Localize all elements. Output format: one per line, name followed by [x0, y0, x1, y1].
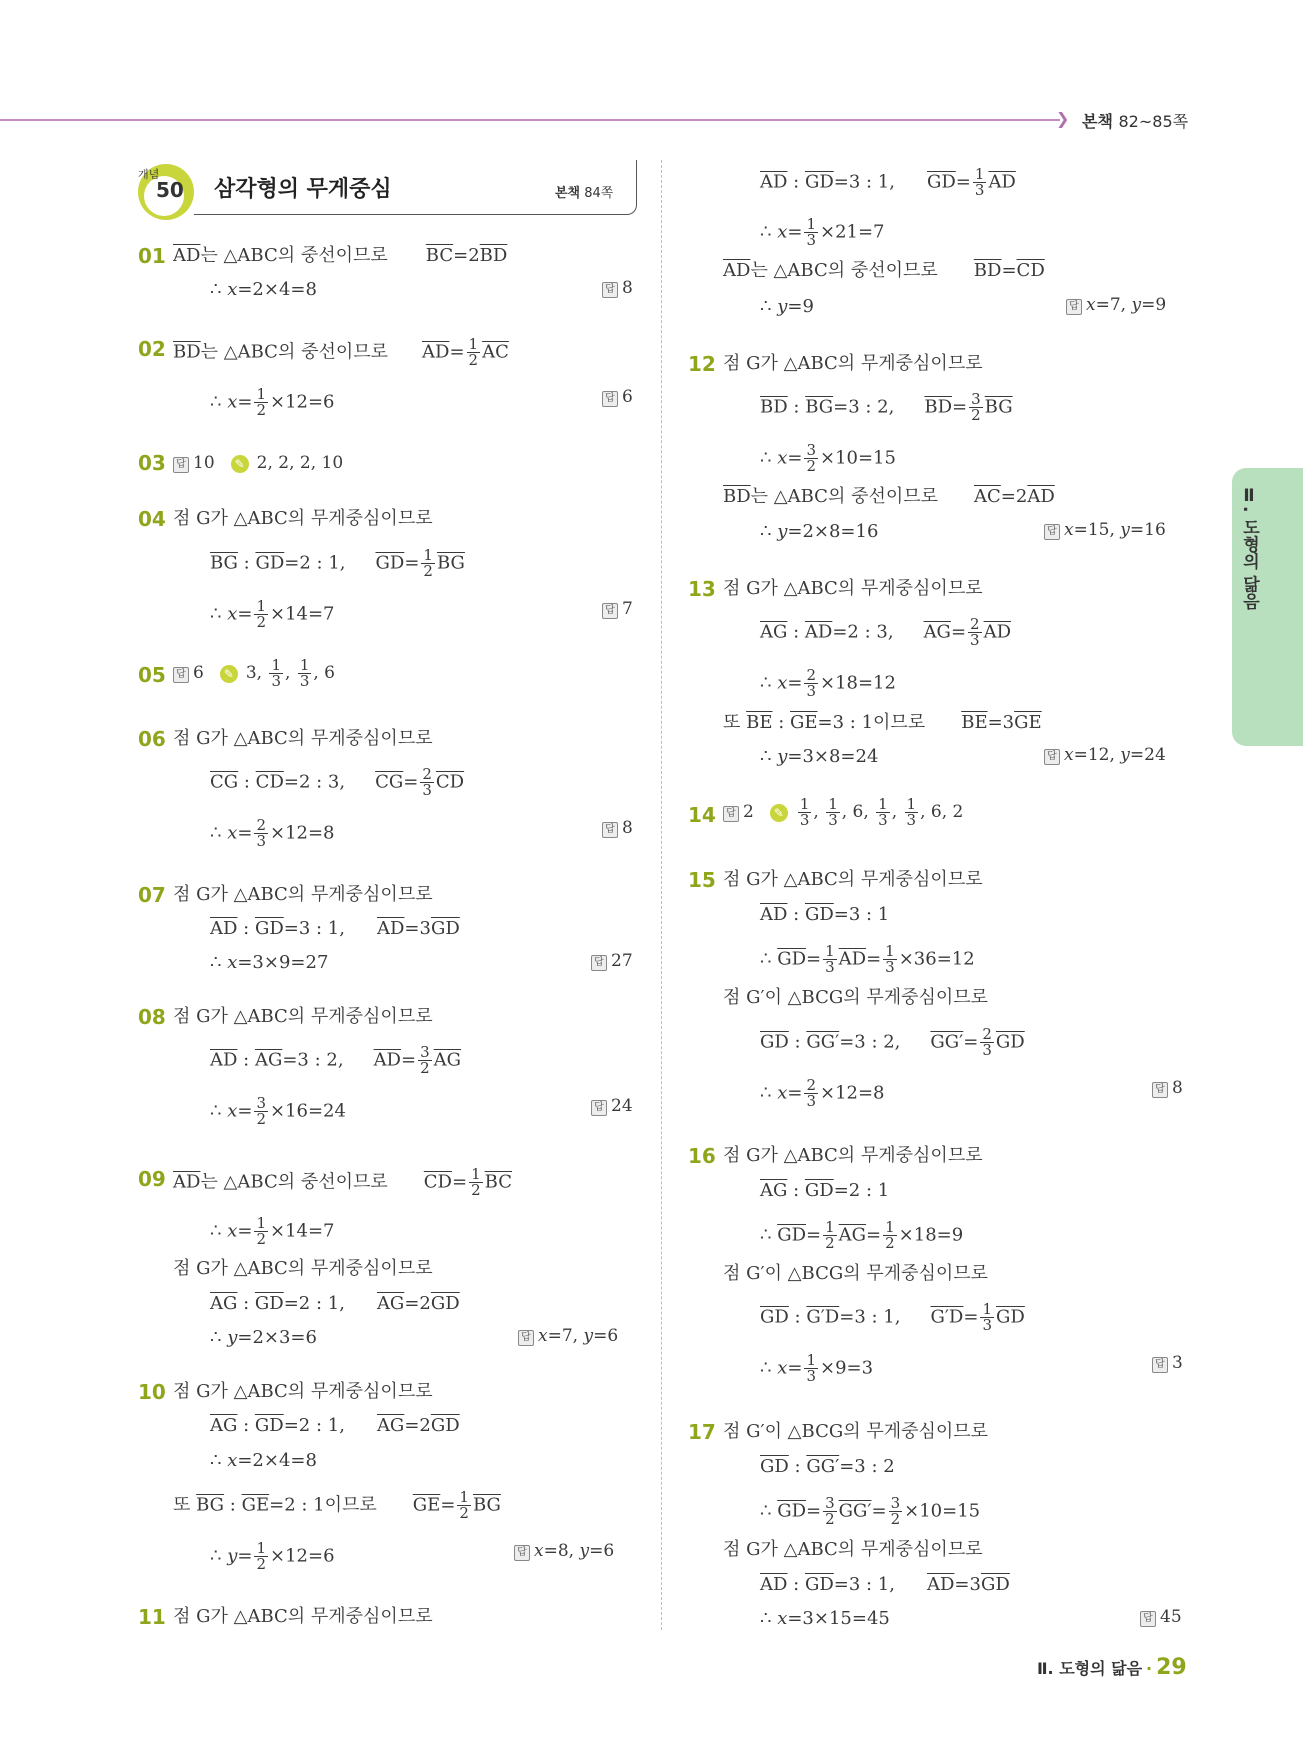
- solution-line: ∴ x= $\frac{2}{3}$ ×12=8: [210, 816, 335, 850]
- pencil-icon: ✎: [231, 455, 249, 473]
- header-rule: [0, 119, 1060, 121]
- solution-line: 점 G가 △ABC의 무게중심이므로: [173, 508, 433, 529]
- answer: 답 6: [602, 387, 633, 407]
- solution-line: ∴ x=2×4=8: [210, 1450, 317, 1471]
- solution-line: ∴ $\overline{GD}=$ $\frac{3}{2}$ GG′= $\frac{3}{2}$ ×10=15: [760, 1494, 981, 1528]
- problem-number: 10: [138, 1380, 166, 1404]
- answer-icon: 답: [1044, 524, 1060, 540]
- section-header: [138, 160, 636, 218]
- answer: 답 x=7, y=9: [1066, 295, 1166, 315]
- page-number: 29: [1156, 1655, 1187, 1680]
- problem-number: 16: [688, 1144, 716, 1168]
- answer-icon: 답: [602, 603, 618, 619]
- solution-line: $\overline{GD}$ : GG′=3 : 2: [760, 1456, 895, 1477]
- problem-number: 17: [688, 1420, 716, 1444]
- solution-line: $\overline{BD}$ : $\overline{BG}=3$ : 2, $\overline{BD}=$ $\frac{3}{2}$ $\overline{BG}$: [760, 390, 1013, 424]
- solution-line: 점 G가 △ABC의 무게중심이므로: [173, 1006, 433, 1027]
- solution-line: $\overline{AD}$는 △ABC의 중선이므로 $\overline{CD}=$ $\frac{1}{2}$ $\overline{BC}$: [173, 1165, 512, 1199]
- solution-line: ∴ $\overline{GD}=$ $\frac{1}{2}$ $\overline{AG}=$ $\frac{1}{2}$ ×18=9: [760, 1218, 964, 1252]
- problem-number: 11: [138, 1605, 166, 1629]
- pencil-icon: ✎: [220, 665, 238, 683]
- problem-number: 05: [138, 663, 166, 687]
- pencil-icon: ✎: [770, 804, 788, 822]
- solution-line: ∴ x= $\frac{1}{2}$ ×14=7: [210, 1214, 335, 1248]
- answer: 답 x=8, y=6: [514, 1541, 614, 1561]
- solution-line: ∴ x= $\frac{3}{2}$ ×16=24: [210, 1094, 346, 1128]
- section-title: 삼각형의 무게중심: [214, 177, 392, 202]
- problem-number: 08: [138, 1005, 166, 1029]
- solution-line: 점 G가 △ABC의 무게중심이므로: [723, 1539, 983, 1560]
- solution-line: $\overline{CG}$ : $\overline{CD}=2$ : 3, $\overline{CG}=$ $\frac{2}{3}$ $\overline{CD}$: [210, 765, 465, 799]
- solution-line: ∴ x= $\frac{2}{3}$ ×12=8: [760, 1076, 885, 1110]
- problem-number: 07: [138, 883, 166, 907]
- answer-icon: 답: [1152, 1357, 1168, 1373]
- solution-line: $\overline{AG}$ : $\overline{GD}=2$ : 1, $\overline{AG}=2\overline{GD}$: [210, 1293, 460, 1314]
- answer-icon: 답: [514, 1545, 530, 1561]
- solution-line: 점 G가 △ABC의 무게중심이므로: [173, 1606, 433, 1627]
- answer: 답 3: [1152, 1353, 1183, 1373]
- answer-icon: 답: [602, 391, 618, 407]
- answer: 답 6 ✎ 3, $\frac{1}{3}$ , $\frac{1}{3}$ , 6: [173, 658, 335, 689]
- answer: 답 2 ✎ $\frac{1}{3}$ , $\frac{1}{3}$ , 6, $\frac{1}{3}$ , $\frac{1}{3}$ , 6, 2: [723, 797, 963, 828]
- solution-line: 점 G′이 △BCG의 무게중심이므로: [723, 1421, 989, 1442]
- solution-line: $\overline{BD}$는 △ABC의 중선이므로 $\overline{AD}=$ $\frac{1}{2}$ $\overline{AC}$: [173, 335, 509, 369]
- solution-line: ∴ y=9: [760, 296, 814, 317]
- answer-icon: 답: [1066, 299, 1082, 315]
- solution-line: ∴ x= $\frac{1}{2}$ ×12=6: [210, 385, 335, 419]
- solution-line: ∴ x= $\frac{1}{3}$ ×9=3: [760, 1351, 874, 1385]
- solution-line: $\overline{AD}$는 △ABC의 중선이므로 $\overline{BD}=\overline{CD}$: [723, 260, 1045, 281]
- solution-line: $\overline{BG}$ : $\overline{GD}=2$ : 1, $\overline{GD}=$ $\frac{1}{2}$ $\overline{BG}$: [210, 546, 465, 580]
- concept-badge-label: 개념: [138, 168, 160, 181]
- answer: 답 45: [1140, 1607, 1182, 1627]
- header-page-reference: 본책 82~85쪽: [1082, 112, 1189, 131]
- solution-line: 점 G가 △ABC의 무게중심이므로: [723, 869, 983, 890]
- concept-badge-number: 50: [156, 178, 184, 202]
- section-page-reference: 본책 84쪽: [555, 186, 614, 201]
- problem-number: 14: [688, 803, 716, 827]
- solution-line: ∴ $\overline{GD}=$ $\frac{1}{3}$ $\overline{AD}=$ $\frac{1}{3}$ ×36=12: [760, 942, 975, 976]
- answer-icon: 답: [602, 822, 618, 838]
- solution-line: ∴ x= $\frac{3}{2}$ ×10=15: [760, 441, 896, 475]
- footer-chapter: Ⅱ. 도형의 닮음: [1037, 1659, 1143, 1678]
- answer: 답 10 ✎ 2, 2, 2, 10: [173, 453, 343, 473]
- problem-number: 04: [138, 507, 166, 531]
- answer-icon: 답: [591, 955, 607, 971]
- answer: 답 8: [602, 818, 633, 838]
- solution-line: $\overline{GD}$ : GG′=3 : 2, GG′= $\frac{2}{3}$ $\overline{GD}$: [760, 1025, 1025, 1059]
- chevron-right-icon: ❯: [1056, 109, 1070, 128]
- solution-line: 또 $\overline{BG}$ : $\overline{GE}=2$ : 1이므로 $\overline{GE}=$ $\frac{1}{2}$ $\overline{BG}$: [173, 1488, 501, 1522]
- answer: 답 8: [602, 278, 633, 298]
- solution-line: $\overline{AD}$ : $\overline{GD}=3$ : 1, $\overline{AD}=3\overline{GD}$: [760, 1574, 1010, 1595]
- answer-icon: 답: [173, 457, 189, 473]
- solution-line: $\overline{AG}$ : $\overline{GD}=2$ : 1, $\overline{AG}=2\overline{GD}$: [210, 1415, 460, 1436]
- problem-number: 12: [688, 352, 716, 376]
- solution-line: $\overline{AG}$ : $\overline{GD}=2$ : 1: [760, 1180, 890, 1201]
- solution-line: ∴ y= $\frac{1}{2}$ ×12=6: [210, 1539, 335, 1573]
- problem-number: 13: [688, 577, 716, 601]
- solution-line: $\overline{AD}$는 △ABC의 중선이므로 $\overline{BC}=2\overline{BD}$: [173, 245, 508, 266]
- solution-line: $\overline{AD}$ : $\overline{GD}=3$ : 1, $\overline{AD}=3\overline{GD}$: [210, 918, 460, 939]
- answer-icon: 답: [1044, 749, 1060, 765]
- answer: 답 24: [591, 1096, 633, 1116]
- solution-line: $\overline{AD}$ : $\overline{AG}=3$ : 2, $\overline{AD}=$ $\frac{3}{2}$ $\overline{AG}$: [210, 1043, 462, 1077]
- answer: 답 27: [591, 951, 633, 971]
- solution-line: ∴ x=3×15=45: [760, 1608, 890, 1629]
- page-footer: Ⅱ. 도형의 닮음 · 29: [1037, 1655, 1187, 1680]
- solution-line: ∴ x=3×9=27: [210, 952, 329, 973]
- solution-line: 점 G′이 △BCG의 무게중심이므로: [723, 987, 989, 1008]
- answer-icon: 답: [1152, 1082, 1168, 1098]
- solution-line: ∴ y=3×8=24: [760, 746, 879, 767]
- solution-line: 점 G가 △ABC의 무게중심이므로: [173, 728, 433, 749]
- column-divider: [661, 160, 662, 1630]
- problem-number: 02: [138, 337, 166, 361]
- problem-number: 15: [688, 868, 716, 892]
- problem-number: 06: [138, 727, 166, 751]
- answer: 답 8: [1152, 1078, 1183, 1098]
- solution-line: 점 G가 △ABC의 무게중심이므로: [173, 884, 433, 905]
- solution-line: $\overline{AG}$ : $\overline{AD}=2$ : 3, $\overline{AG}=$ $\frac{2}{3}$ $\overline{AD}$: [760, 615, 1012, 649]
- answer-icon: 답: [602, 282, 618, 298]
- answer-icon: 답: [518, 1330, 534, 1346]
- solution-line: $\overline{GD}$ : G′D=3 : 1, G′D= $\frac{1}{3}$ $\overline{GD}$: [760, 1300, 1025, 1334]
- answer-icon: 답: [1140, 1611, 1156, 1627]
- solution-line: $\overline{BD}$는 △ABC의 중선이므로 $\overline{AC}=2\overline{AD}$: [723, 486, 1055, 507]
- answer: 답 x=15, y=16: [1044, 520, 1166, 540]
- answer-icon: 답: [591, 1100, 607, 1116]
- problem-number: 01: [138, 244, 166, 268]
- solution-line: $\overline{AD}$ : $\overline{GD}=3$ : 1: [760, 904, 890, 925]
- problem-number: 09: [138, 1167, 166, 1191]
- solution-line: 점 G가 △ABC의 무게중심이므로: [723, 1145, 983, 1166]
- solution-line: 점 G가 △ABC의 무게중심이므로: [723, 578, 983, 599]
- solution-line: 점 G′이 △BCG의 무게중심이므로: [723, 1263, 989, 1284]
- answer-icon: 답: [723, 806, 739, 822]
- answer: 답 x=12, y=24: [1044, 745, 1166, 765]
- solution-line: 점 G가 △ABC의 무게중심이므로: [723, 353, 983, 374]
- solution-line: ∴ x= $\frac{1}{3}$ ×21=7: [760, 215, 885, 249]
- solution-line: ∴ x=2×4=8: [210, 279, 317, 300]
- solution-line: 점 G가 △ABC의 무게중심이므로: [173, 1258, 433, 1279]
- answer: 답 7: [602, 599, 633, 619]
- solution-line: 또 $\overline{BE}$ : $\overline{GE}=3$ : 1이므로 $\overline{BE}=3\overline{GE}$: [723, 712, 1042, 733]
- solution-line: ∴ y=2×3=6: [210, 1327, 317, 1348]
- solution-line: $\overline{AD}$ : $\overline{GD}=3$ : 1, $\overline{GD}=$ $\frac{1}{3}$ $\overline{AD}$: [760, 165, 1016, 199]
- solution-line: 점 G가 △ABC의 무게중심이므로: [173, 1381, 433, 1402]
- solution-line: ∴ y=2×8=16: [760, 521, 879, 542]
- solution-line: ∴ x= $\frac{2}{3}$ ×18=12: [760, 666, 896, 700]
- chapter-side-tab-label: Ⅱ. 도형의 닮음: [1239, 486, 1259, 610]
- solution-line: ∴ x= $\frac{1}{2}$ ×14=7: [210, 597, 335, 631]
- problem-number: 03: [138, 451, 166, 475]
- answer-icon: 답: [173, 667, 189, 683]
- answer: 답 x=7, y=6: [518, 1326, 618, 1346]
